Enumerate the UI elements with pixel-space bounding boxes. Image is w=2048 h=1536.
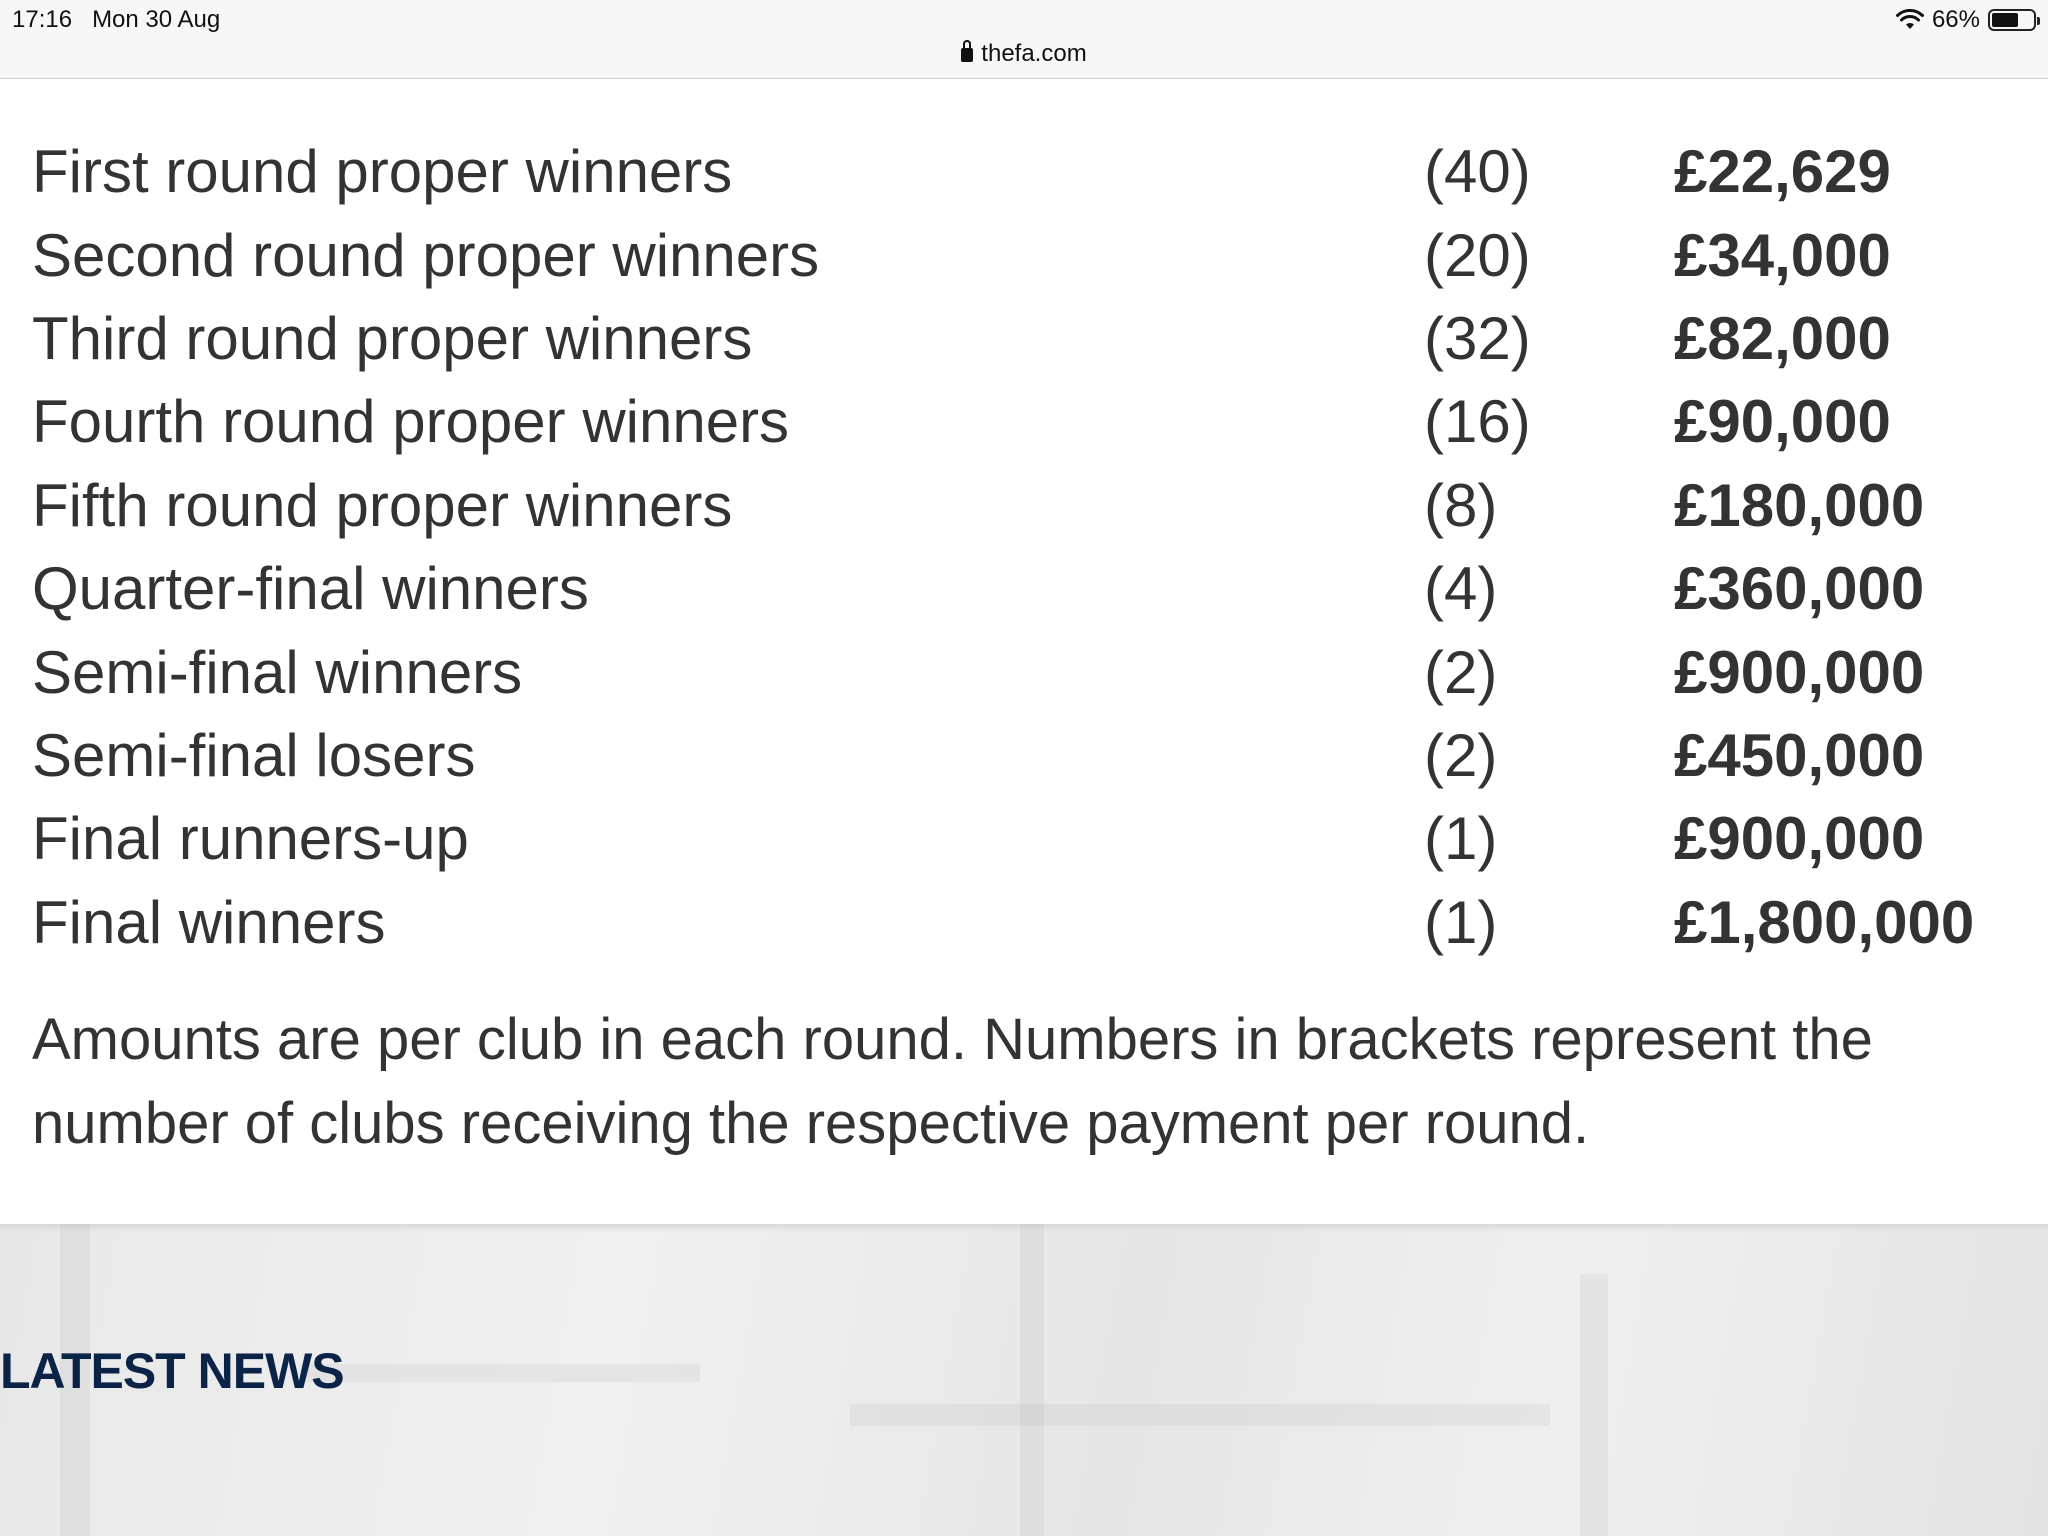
prize-amount-cell: £450,000 xyxy=(1674,721,1925,789)
table-row xyxy=(32,714,2014,797)
prize-amount-cell: £90,000 xyxy=(1674,388,1891,456)
club-count-cell: (2) xyxy=(1424,638,1498,706)
status-indicators xyxy=(1896,6,2036,34)
background-texture xyxy=(1020,1224,1044,1536)
prize-amount-cell: £22,629 xyxy=(1674,138,1891,206)
status-date: Mon 30 Aug xyxy=(92,6,221,33)
status-bar xyxy=(0,0,2048,79)
round-name-cell: Fourth round proper winners xyxy=(32,388,790,456)
prize-amount-cell: £900,000 xyxy=(1674,805,1925,873)
club-count-cell: (1) xyxy=(1424,888,1498,956)
battery-level-fill xyxy=(1992,13,2018,27)
round-name-cell: Fifth round proper winners xyxy=(32,471,733,539)
table-row xyxy=(32,213,2014,296)
status-time: 17:16 xyxy=(12,6,73,33)
battery-percent: 66% xyxy=(1931,6,1980,33)
prize-amount-cell: £1,800,000 xyxy=(1674,888,1975,956)
prize-amount-cell: £82,000 xyxy=(1674,304,1891,372)
table-row xyxy=(32,881,2014,964)
background-texture xyxy=(850,1404,1550,1426)
table-row xyxy=(32,297,2014,380)
table-row xyxy=(32,130,2014,213)
round-name-cell: First round proper winners xyxy=(32,138,733,206)
round-name-cell: Final winners xyxy=(32,888,386,956)
club-count-cell: (8) xyxy=(1424,471,1498,539)
wifi-icon xyxy=(1896,9,1924,31)
round-name-cell: Semi-final winners xyxy=(32,638,523,706)
club-count-cell: (20) xyxy=(1424,221,1531,289)
round-name-cell: Second round proper winners xyxy=(32,221,820,289)
table-row xyxy=(32,630,2014,713)
url-text: thefa.com xyxy=(981,40,1087,67)
latest-news-section xyxy=(0,1224,2048,1536)
round-name-cell: Final runners-up xyxy=(32,805,469,873)
round-name-cell: Third round proper winners xyxy=(32,304,753,372)
table-row xyxy=(32,380,2014,463)
page-content xyxy=(0,80,2048,1224)
round-name-cell: Quarter-final winners xyxy=(32,555,589,623)
prize-amount-cell: £34,000 xyxy=(1674,221,1891,289)
background-texture xyxy=(1580,1274,1608,1536)
round-name-cell: Semi-final losers xyxy=(32,721,476,789)
prize-amount-cell: £360,000 xyxy=(1674,555,1925,623)
table-row xyxy=(32,547,2014,630)
prize-money-table xyxy=(32,130,2014,964)
latest-news-heading: LATEST NEWS xyxy=(0,1343,344,1399)
club-count-cell: (32) xyxy=(1424,304,1531,372)
table-row xyxy=(32,464,2014,547)
status-time-date xyxy=(12,6,220,34)
table-row xyxy=(32,797,2014,880)
club-count-cell: (2) xyxy=(1424,721,1498,789)
lock-icon xyxy=(961,48,973,62)
club-count-cell: (1) xyxy=(1424,805,1498,873)
address-bar[interactable] xyxy=(0,40,2048,68)
prize-amount-cell: £180,000 xyxy=(1674,471,1925,539)
background-texture xyxy=(300,1364,700,1382)
club-count-cell: (40) xyxy=(1424,138,1531,206)
battery-icon xyxy=(1988,9,2036,31)
club-count-cell: (16) xyxy=(1424,388,1531,456)
club-count-cell: (4) xyxy=(1424,555,1498,623)
table-footnote: Amounts are per club in each round. Numbers in brackets represent the number of clubs receiving the respective payment per round. xyxy=(32,1007,1873,1156)
prize-amount-cell: £900,000 xyxy=(1674,638,1925,706)
